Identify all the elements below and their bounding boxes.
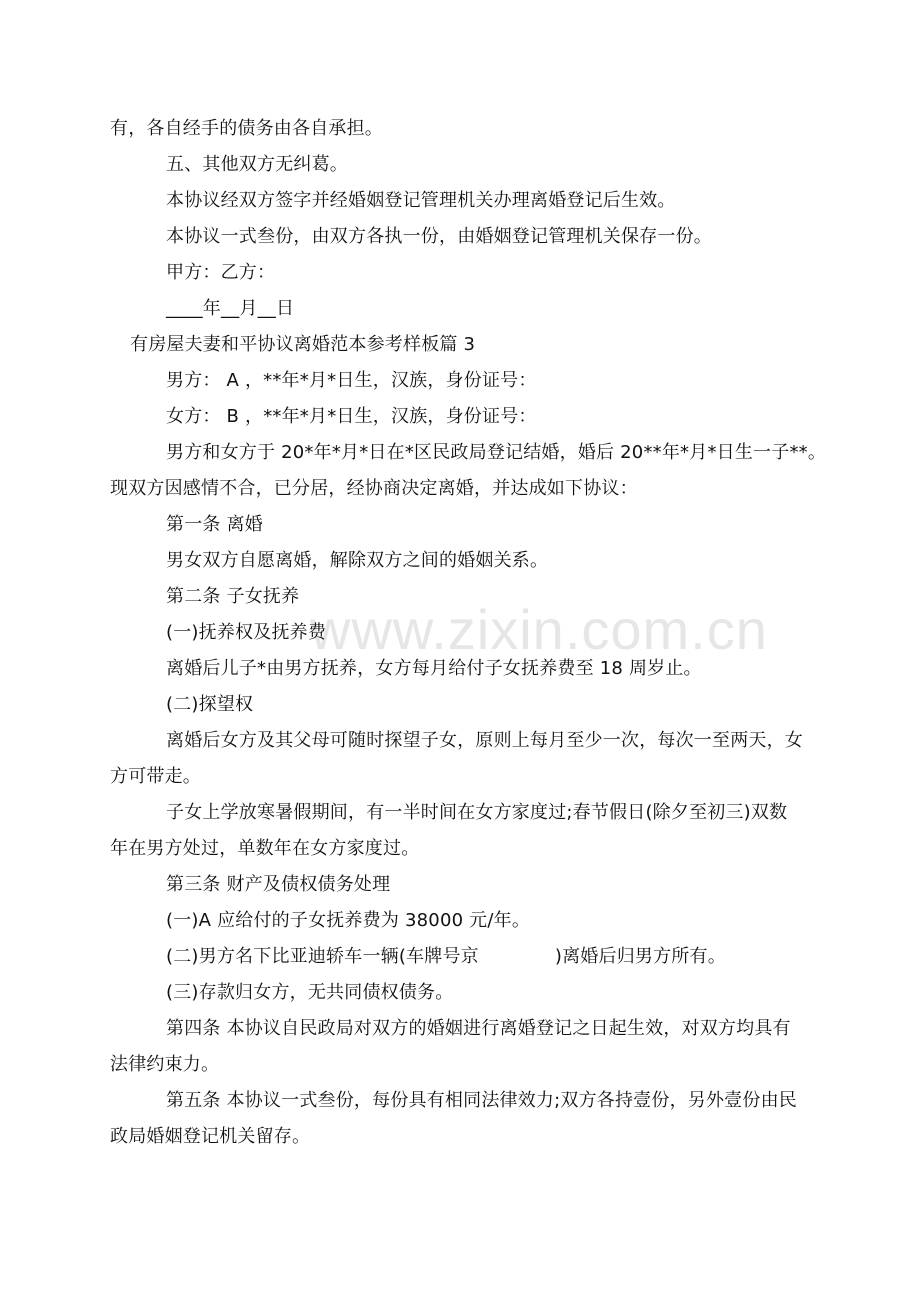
date-line: ____年__月__日 bbox=[166, 298, 295, 319]
paragraph-line: 离婚后儿子*由男方抚养，女方每月给付子女抚养费至 18 周岁止。 bbox=[166, 658, 702, 679]
article-heading: 第一条 离婚 bbox=[166, 514, 263, 535]
car-clause-start: (二)男方名下比亚迪轿车一辆(车牌号京 bbox=[166, 946, 479, 967]
paragraph-line: 第五条 本协议一式叁份，每份具有相同法律效力;双方各持壹份，另外壹份由民 bbox=[166, 1090, 797, 1111]
paragraph-line: (一)抚养权及抚养费 bbox=[166, 622, 327, 643]
section-title: 有房屋夫妻和平协议离婚范本参考样板篇 3 bbox=[130, 334, 476, 355]
signature-line: 甲方：乙方： bbox=[166, 262, 276, 283]
paragraph-line: 现双方因感情不合，已分居，经协商决定离婚，并达成如下协议： bbox=[110, 478, 638, 499]
paragraph-line bbox=[166, 945, 726, 969]
paragraph-line: 年在男方处过，单数年在女方家度过。 bbox=[110, 838, 420, 859]
paragraph-line: 有，各自经手的债务由各自承担。 bbox=[110, 118, 383, 139]
article-heading: 第三条 财产及债权债务处理 bbox=[166, 874, 391, 895]
paragraph-line: 子女上学放寒暑假期间，有一半时间在女方家度过;春节假日(除夕至初三)双数 bbox=[166, 802, 788, 823]
article-heading: 第二条 子女抚养 bbox=[166, 586, 300, 607]
paragraph-line: 离婚后女方及其父母可随时探望子女，原则上每月至少一次，每次一至两天，女 bbox=[166, 730, 803, 751]
paragraph-line: 五、其他双方无纠葛。 bbox=[166, 154, 348, 175]
paragraph-line: (三)存款归女方，无共同债权债务。 bbox=[166, 982, 454, 1003]
paragraph-line: 第四条 本协议自民政局对双方的婚姻进行离婚登记之日起生效，对双方均具有 bbox=[166, 1018, 791, 1039]
car-clause-end: )离婚后归男方所有。 bbox=[554, 946, 726, 967]
paragraph-line: 方可带走。 bbox=[110, 766, 201, 787]
paragraph-line: 本协议经双方签字并经婚姻登记管理机关办理离婚登记后生效。 bbox=[166, 190, 676, 211]
paragraph-line: 本协议一式叁份，由双方各执一份，由婚姻登记管理机关保存一份。 bbox=[166, 226, 712, 247]
paragraph-line: (一)A 应给付的子女抚养费为 38000 元/年。 bbox=[166, 910, 531, 931]
paragraph-line: 女方： B ，**年*月*日生，汉族，身份证号： bbox=[166, 406, 537, 427]
paragraph-line: 男方： A ，**年*月*日生，汉族，身份证号： bbox=[166, 370, 537, 391]
paragraph-line: 法律约束力。 bbox=[110, 1054, 220, 1075]
watermark: www.zixin.com.cn bbox=[310, 598, 768, 661]
paragraph-line: 政局婚姻登记机关留存。 bbox=[110, 1126, 311, 1147]
paragraph-line: 男方和女方于 20*年*月*日在*区民政局登记结婚，婚后 20**年*月*日生一子**。 bbox=[166, 442, 827, 463]
paragraph-line: 男女双方自愿离婚，解除双方之间的婚姻关系。 bbox=[166, 550, 549, 571]
paragraph-line: (二)探望权 bbox=[166, 694, 254, 715]
